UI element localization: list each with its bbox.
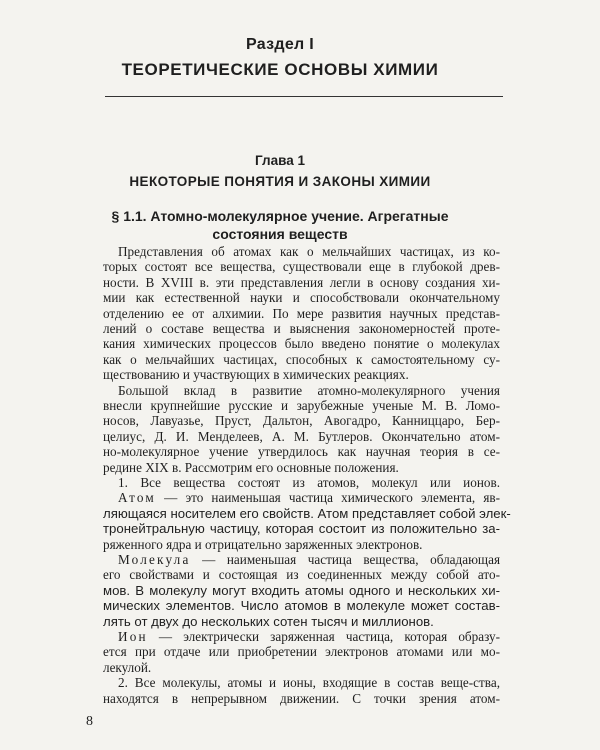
text-line: ляющаяся носителем его свойств. Атом представляет собой элек- <box>103 505 511 521</box>
text-line: целиус, Д. И. Менделеев, А. М. Бутлеров. Окончательно атом- <box>103 428 500 444</box>
section-title: ТЕОРЕТИЧЕСКИЕ ОСНОВЫ ХИМИИ <box>121 60 439 79</box>
text-line: ряженного ядра и отрицательно заряженных электронов. <box>103 536 423 552</box>
text-line: 2. Все молекулы, атомы и ионы, входящие в состав веще-ства, <box>118 675 500 691</box>
text-line: торых состоят все вещества, существовали еще в глубокой древ- <box>103 259 500 275</box>
paragraph-heading <box>60 207 500 243</box>
section-divider <box>105 96 503 97</box>
text-line-rest: — электрически заряженная частица, которая образу- <box>158 629 501 644</box>
term-molecule: Молекула <box>118 552 191 567</box>
text-line: тронейтральную частицу, которая состоит из положительно за- <box>103 521 500 537</box>
page-number: 8 <box>86 714 93 729</box>
text-line <box>118 490 500 505</box>
text-line <box>118 629 500 644</box>
text-line: ществованию и участвующих в химических реакциях. <box>103 367 409 383</box>
paragraph-heading-line-1: § 1.1. Атомно-молекулярное учение. Агрегатные <box>111 208 449 224</box>
text-line: носов, Лавуазье, Пруст, Дальтон, Авогадро, Канниццаро, Бер- <box>103 413 500 429</box>
text-line: отделению ее от алхимии. По мере развития научных представ- <box>103 305 500 321</box>
chapter-title: НЕКОТОРЫЕ ПОНЯТИЯ И ЗАКОНЫ ХИМИИ <box>129 174 431 189</box>
text-line: лений о составе вещества и выяснения закономерностей проте- <box>103 321 500 336</box>
text-line: редине XIX в. Рассмотрим его основные положения. <box>103 459 399 475</box>
text-line: мии как естественной науки и способствовали окончательному <box>103 290 500 306</box>
text-line-rest: — это наименьшая частица химического элемента, яв- <box>164 490 501 506</box>
text-line: как о мельчайших частицах, способных к самостоятельному су- <box>103 351 500 367</box>
text-line: мов. В молекулу могут входить атомы одного и нескольких хи- <box>103 582 500 598</box>
term-atom: Атом <box>118 490 156 506</box>
text-line: кания химических процессов было введено понятие о молекулах <box>103 336 500 352</box>
text-line: Большой вклад в развитие атомно-молекулярного учения <box>118 382 500 398</box>
text-line: внесли крупнейшие русские и зарубежные ученые М. В. Ломо- <box>103 398 500 413</box>
text-line: его свойствами и состоящая из соединенных между собой ато- <box>103 567 500 583</box>
text-line: ется при отдаче или приобретении электронов атомами или мо- <box>103 644 500 660</box>
text-line: лекулой. <box>103 659 152 675</box>
text-line: ности. В XVIII в. эти представления легли в основу создания хи- <box>103 274 500 290</box>
term-ion: Ион <box>118 629 148 644</box>
chapter-label: Глава 1 <box>255 153 305 168</box>
text-line <box>118 552 500 567</box>
text-line-rest: — наименьшая частица вещества, обладающая <box>202 552 501 567</box>
text-line: Представления об атомах как о мельчайших частицах, из ко- <box>118 244 500 259</box>
text-line: мических элементов. Число атомов в молекуле может состав- <box>103 598 500 614</box>
paragraph-heading-line-2: состояния веществ <box>212 226 348 242</box>
text-line: лять от двух до нескольких сотен тысяч и миллионов. <box>103 613 434 629</box>
section-label: Раздел I <box>245 36 315 53</box>
text-line: находятся в непрерывном движении. С точки зрения атом- <box>103 690 500 706</box>
text-line: но-молекулярное учение утвердилось как научная теория в се- <box>103 444 500 460</box>
text-line: 1. Все вещества состоят из атомов, молекул или ионов. <box>118 475 500 490</box>
